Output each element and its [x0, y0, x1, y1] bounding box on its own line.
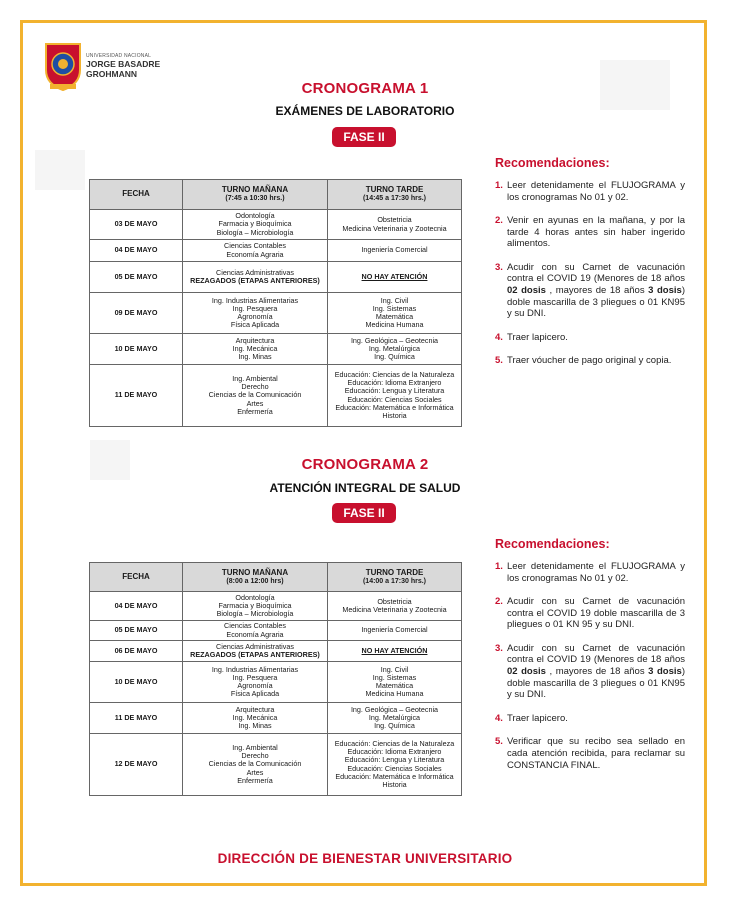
program-name: Ing. Química — [374, 721, 415, 731]
program-name: Ing. Civil — [380, 295, 409, 305]
recommendation-number: 5. — [495, 736, 503, 748]
table-row — [90, 592, 462, 621]
program-name: Arquitectura — [235, 335, 275, 345]
program-name: Ing. Química — [374, 352, 415, 362]
program-name: Ciencias Administrativas — [216, 267, 294, 277]
morning-cell — [183, 240, 328, 262]
program-name: Educación: Idioma Extranjero — [347, 378, 442, 388]
program-name: Educación: Ciencias de la Naturaleza — [334, 739, 455, 749]
program-name: Economía Agraria — [226, 629, 284, 639]
program-name: Educación: Ciencias Sociales — [347, 763, 442, 773]
column-header-afternoon — [328, 563, 462, 592]
afternoon-cell — [328, 734, 462, 796]
table-row — [90, 262, 462, 293]
program-name: Educación: Ciencias de la Naturaleza — [334, 370, 455, 380]
program-name: Obstetricia — [377, 215, 412, 225]
date-cell: 06 DE MAYO — [90, 641, 183, 662]
recommendation-text: Verificar que su recibo sea sellado en cada atención recibida, para reclamar su CONSTANCIA FINAL. — [507, 736, 685, 771]
recommendation-text: ) doble mascarilla de 3 pliegues o 01 KN95 y su DNI. — [507, 285, 685, 320]
afternoon-cell — [328, 662, 462, 703]
table-row — [90, 621, 462, 641]
column-header-morning — [183, 180, 328, 210]
morning-cell — [183, 703, 328, 734]
program-name: Ing. Geológica – Geotecnia — [350, 335, 439, 345]
column-header-date: FECHA — [90, 563, 183, 592]
program-name: Historia — [382, 410, 407, 420]
recommendation-item — [495, 561, 685, 584]
recommendation-text: ) doble mascarilla de 3 pliegues o 01 KN95 y su DNI. — [507, 666, 685, 701]
afternoon-hours: (14:00 a 17:30 hrs.) — [362, 577, 427, 585]
late-students-note: REZAGADOS (ETAPAS ANTERIORES) — [190, 650, 320, 659]
afternoon-cell — [328, 592, 462, 621]
schedule-2-subtitle: ATENCIÓN INTEGRAL DE SALUD — [269, 481, 461, 495]
program-name: Matemática — [375, 681, 414, 690]
program-name: Educación: Ciencias Sociales — [347, 394, 442, 404]
recommendation-number: 1. — [495, 561, 503, 572]
program-name: Física Aplicada — [230, 320, 280, 330]
afternoon-cell — [328, 240, 462, 262]
program-name: Ing. Civil — [380, 664, 409, 674]
program-name: Educación: Lengua y Literatura — [344, 386, 445, 396]
date-cell: 12 DE MAYO — [90, 734, 183, 796]
afternoon-cell — [328, 621, 462, 641]
program-name: Agronomía — [237, 312, 273, 321]
recommendation-item — [495, 262, 685, 320]
program-name: Educación: Matemática e Informática — [335, 402, 454, 412]
program-name: Artes — [246, 398, 264, 408]
date-cell: 09 DE MAYO — [90, 293, 183, 334]
program-name: Matemática — [375, 312, 414, 321]
schedule-1-table — [89, 179, 462, 427]
program-name: Agronomía — [237, 681, 273, 690]
program-name: Ing. Pesquera — [232, 303, 278, 313]
date-cell: 10 DE MAYO — [90, 662, 183, 703]
morning-cell — [183, 293, 328, 334]
late-students-note: REZAGADOS (ETAPAS ANTERIORES) — [190, 276, 320, 285]
recommendation-text: , mayores de 18 años — [545, 666, 649, 678]
morning-hours: (8:00 a 12:00 hrs) — [226, 577, 284, 585]
morning-hours: (7:45 a 10:30 hrs.) — [225, 195, 285, 203]
program-name: Obstetricia — [377, 596, 412, 606]
program-name: Ciencias de la Comunicación — [208, 390, 302, 400]
table-row — [90, 210, 462, 240]
program-name: Derecho — [241, 751, 269, 761]
recommendation-item — [495, 332, 685, 344]
recommendation-text: Leer detenidamente el FLUJOGRAMA y los cronogramas No 01 y 02. — [507, 180, 685, 203]
recommendation-number: 4. — [495, 331, 503, 343]
recommendation-emphasis: 02 dosis — [507, 666, 546, 678]
program-name: Farmacia y Bioquímica — [218, 219, 292, 229]
recommendation-item — [495, 643, 685, 701]
schedule-1-subtitle: EXÁMENES DE LABORATORIO — [275, 104, 455, 118]
recommendation-text: Venir en ayunas en la mañana, y por la tarde 4 horas antes sin haber ingerido alimentos. — [507, 215, 685, 250]
recommendation-number: 2. — [495, 596, 503, 608]
program-name: Ing. Sistemas — [372, 303, 417, 313]
recommendation-emphasis: 3 dosis — [648, 666, 682, 678]
table-row — [90, 641, 462, 662]
recommendations-2 — [495, 537, 685, 771]
program-name: Ing. Geológica – Geotecnia — [350, 704, 439, 714]
program-name: Artes — [246, 767, 264, 777]
university-line-1: UNIVERSIDAD NACIONAL — [86, 53, 152, 59]
no-service-note: NO HAY ATENCIÓN — [361, 645, 428, 655]
recommendation-item — [495, 713, 685, 725]
program-name: Ing. Mecánica — [232, 343, 278, 353]
program-name: Ing. Minas — [238, 721, 272, 731]
date-cell: 11 DE MAYO — [90, 703, 183, 734]
morning-cell — [183, 734, 328, 796]
morning-cell — [183, 592, 328, 621]
university-line-3: GROHMANN — [86, 68, 137, 79]
afternoon-label: TURNO TARDE — [365, 185, 424, 195]
program-name: Biología – Microbiología — [216, 227, 294, 237]
morning-label: TURNO MAÑANA — [221, 567, 289, 577]
university-line-2: JORGE BASADRE — [86, 59, 161, 69]
recommendation-text: Traer vóucher de pago original y copia. — [507, 355, 672, 367]
program-name: Ciencias Contables — [224, 621, 286, 631]
program-name: Arquitectura — [235, 704, 275, 714]
recommendation-text: Traer lapicero. — [507, 331, 568, 343]
table-row — [90, 662, 462, 703]
recommendation-item — [495, 180, 685, 203]
program-name: Medicina Veterinaria y Zootecnia — [342, 605, 447, 614]
schedule-1-title: CRONOGRAMA 1 — [301, 80, 429, 97]
schedule-2-title: CRONOGRAMA 2 — [301, 456, 429, 473]
program-name: Odontología — [235, 592, 275, 602]
recommendations-1 — [495, 156, 685, 367]
program-name: Biología – Microbiología — [216, 609, 294, 619]
program-name: Educación: Idioma Extranjero — [347, 747, 442, 757]
afternoon-hours: (14:45 a 17:30 hrs.) — [362, 195, 427, 203]
program-name: Ing. Sistemas — [372, 672, 417, 682]
program-name: Educación: Matemática e Informática — [335, 771, 454, 781]
program-name: Ing. Ambiental — [232, 374, 278, 384]
recommendation-text: Acudir con su Carnet de vacunación contra el COVID 19 doble mascarilla de 3 pliegues o 01 KN 95 y su DNI. — [507, 596, 685, 631]
table-row — [90, 293, 462, 334]
recommendation-text: , mayores de 18 años — [545, 285, 649, 297]
table-row — [90, 365, 462, 427]
recommendation-number: 3. — [495, 261, 503, 273]
program-name: Ing. Metalúrgica — [368, 343, 421, 353]
phase-badge: FASE II — [332, 127, 396, 147]
date-cell: 04 DE MAYO — [90, 592, 183, 621]
program-name: Medicina Humana — [365, 689, 424, 699]
afternoon-cell — [328, 365, 462, 427]
column-header-morning — [183, 563, 328, 592]
morning-cell — [183, 210, 328, 240]
table-header-row — [90, 563, 462, 592]
program-name: Ing. Mecánica — [232, 712, 278, 722]
program-name: Medicina Veterinaria y Zootecnia — [342, 223, 447, 233]
recommendation-text: Leer detenidamente el FLUJOGRAMA y los cronogramas No 01 y 02. — [507, 561, 685, 584]
table-row — [90, 334, 462, 365]
date-cell: 05 DE MAYO — [90, 621, 183, 641]
afternoon-label: TURNO TARDE — [365, 567, 424, 577]
recommendation-number: 2. — [495, 215, 503, 227]
column-header-afternoon — [328, 180, 462, 210]
program-name: Enfermería — [237, 406, 273, 416]
recommendation-number: 4. — [495, 712, 503, 724]
recommendation-text: Acudir con su Carnet de vacunación contra el COVID 19 (Menores de 18 años — [507, 642, 685, 666]
program-name: Física Aplicada — [230, 689, 280, 699]
recommendation-item — [495, 355, 685, 367]
morning-cell — [183, 621, 328, 641]
program-name: Medicina Humana — [365, 320, 424, 330]
phase-badge: FASE II — [332, 503, 396, 523]
program-name: Economía Agraria — [226, 249, 284, 259]
program-name: Ing. Pesquera — [232, 672, 278, 682]
date-cell: 10 DE MAYO — [90, 334, 183, 365]
schedule-2-table — [89, 562, 462, 796]
recommendations-title: Recomendaciones: — [495, 537, 610, 551]
recommendation-text: Acudir con su Carnet de vacunación contra el COVID 19 (Menores de 18 años — [507, 261, 685, 285]
program-name: Enfermería — [237, 775, 273, 785]
program-name: Ciencias de la Comunicación — [208, 759, 302, 769]
afternoon-cell — [328, 641, 462, 662]
date-cell: 11 DE MAYO — [90, 365, 183, 427]
program-name: Ciencias Administrativas — [216, 641, 294, 651]
program-name: Ing. Ambiental — [232, 743, 278, 753]
program-name: Derecho — [241, 382, 269, 392]
table-header-row — [90, 180, 462, 210]
program-name: Ciencias Contables — [224, 241, 286, 251]
university-name — [86, 54, 160, 78]
table-row — [90, 703, 462, 734]
afternoon-cell — [328, 210, 462, 240]
program-name: Farmacia y Bioquímica — [218, 600, 292, 610]
footer-department: DIRECCIÓN DE BIENESTAR UNIVERSITARIO — [217, 851, 513, 866]
program-name: Educación: Lengua y Literatura — [344, 755, 445, 765]
program-name: Ing. Industrias Alimentarias — [211, 664, 299, 674]
recommendation-number: 3. — [495, 642, 503, 654]
afternoon-cell — [328, 703, 462, 734]
table-row — [90, 734, 462, 796]
morning-cell — [183, 365, 328, 427]
recommendation-text: Traer lapicero. — [507, 712, 568, 724]
recommendation-number: 1. — [495, 180, 503, 191]
program-name: Ingeniería Comercial — [361, 625, 428, 635]
date-cell: 05 DE MAYO — [90, 262, 183, 293]
afternoon-cell — [328, 262, 462, 293]
program-name: Ingeniería Comercial — [361, 245, 428, 255]
program-name: Ing. Metalúrgica — [368, 712, 421, 722]
date-cell: 04 DE MAYO — [90, 240, 183, 262]
program-name: Ing. Minas — [238, 352, 272, 362]
program-name: Odontología — [235, 211, 275, 221]
morning-cell — [183, 334, 328, 365]
recommendation-number: 5. — [495, 355, 503, 367]
recommendation-item — [495, 215, 685, 250]
recommendation-item — [495, 736, 685, 771]
program-name: Ing. Industrias Alimentarias — [211, 295, 299, 305]
recommendations-title: Recomendaciones: — [495, 156, 610, 170]
morning-cell — [183, 262, 328, 293]
afternoon-cell — [328, 334, 462, 365]
recommendation-emphasis: 3 dosis — [648, 285, 682, 297]
date-cell: 03 DE MAYO — [90, 210, 183, 240]
program-name: Historia — [382, 779, 407, 789]
no-service-note: NO HAY ATENCIÓN — [361, 271, 428, 281]
recommendation-emphasis: 02 dosis — [507, 285, 546, 297]
morning-cell — [183, 641, 328, 662]
morning-label: TURNO MAÑANA — [221, 185, 289, 195]
table-row — [90, 240, 462, 262]
morning-cell — [183, 662, 328, 703]
afternoon-cell — [328, 293, 462, 334]
recommendation-item — [495, 596, 685, 631]
column-header-date: FECHA — [90, 180, 183, 210]
